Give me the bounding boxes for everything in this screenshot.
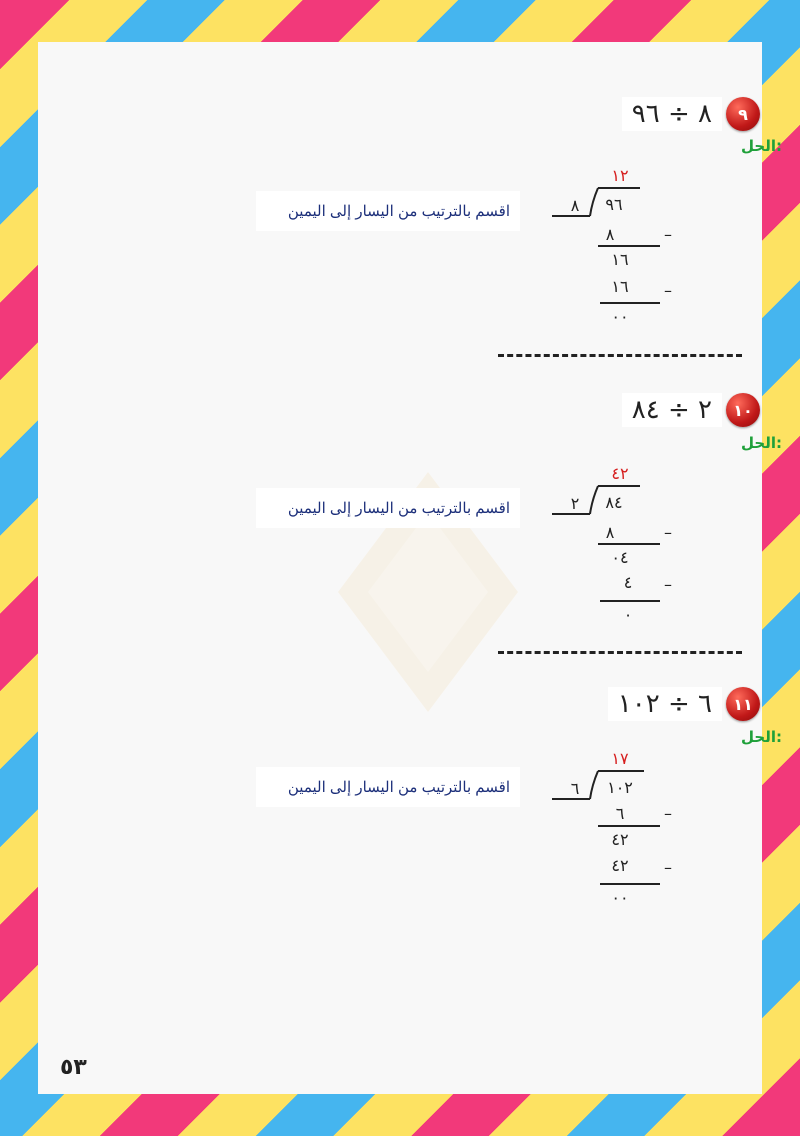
dividend: ١٠٢ xyxy=(607,778,633,797)
step-remainder: ٠ xyxy=(623,605,633,622)
step-subtract: ٤٢ xyxy=(611,856,629,875)
long-division-11 xyxy=(540,747,700,907)
minus-sign: – xyxy=(664,281,672,300)
step-subtract: ٨ xyxy=(605,523,615,542)
hint-text: اقسم بالترتيب من اليسار إلى اليمين xyxy=(287,779,510,796)
problem-10-header xyxy=(622,390,760,430)
step-remainder: ٠٠ xyxy=(611,307,629,324)
step-remainder: ١٦ xyxy=(611,250,629,269)
problem-11-badge: ١١ xyxy=(726,687,760,721)
hint-box xyxy=(256,767,520,807)
step-remainder: ٤٢ xyxy=(611,830,629,849)
long-division-9 xyxy=(540,164,700,324)
step-subtract: ٨ xyxy=(605,225,615,244)
step-subtract: ١٦ xyxy=(611,277,629,296)
long-division-10 xyxy=(540,462,700,622)
minus-sign: – xyxy=(664,858,672,877)
problem-10-expression: ٢ ÷ ٨٤ xyxy=(622,393,722,427)
solution-label: الحل: xyxy=(741,137,782,155)
hint-text: اقسم بالترتيب من اليسار إلى اليمين xyxy=(287,203,510,220)
dividend: ٨٤ xyxy=(605,493,623,512)
step-remainder: ٠٤ xyxy=(611,548,629,567)
solution-label: الحل: xyxy=(741,728,782,746)
minus-sign: – xyxy=(664,575,672,594)
divisor: ٨ xyxy=(570,196,580,215)
problem-11-header xyxy=(608,684,760,724)
solution-label: الحل: xyxy=(741,434,782,452)
step-remainder: ٠٠ xyxy=(611,888,629,907)
step-subtract: ٦ xyxy=(615,804,625,823)
divisor: ٢ xyxy=(570,494,580,513)
minus-sign: – xyxy=(664,804,672,823)
dividend: ٩٦ xyxy=(605,195,623,214)
step-subtract: ٤ xyxy=(623,573,633,592)
problem-10-badge: ١٠ xyxy=(726,393,760,427)
problem-9-badge: ٩ xyxy=(726,97,760,131)
quotient: ١٧ xyxy=(611,749,629,768)
quotient: ٤٢ xyxy=(611,464,629,483)
hint-box xyxy=(256,488,520,528)
hint-text: اقسم بالترتيب من اليسار إلى اليمين xyxy=(287,500,510,517)
minus-sign: – xyxy=(664,523,672,542)
page-number: ٥٣ xyxy=(60,1055,87,1080)
dashed-separator xyxy=(498,354,742,357)
problem-9-header xyxy=(622,94,760,134)
quotient: ١٢ xyxy=(611,166,629,185)
dashed-separator xyxy=(498,651,742,654)
minus-sign: – xyxy=(664,225,672,244)
divisor: ٦ xyxy=(570,779,580,798)
hint-box xyxy=(256,191,520,231)
problem-9-expression: ٨ ÷ ٩٦ xyxy=(622,97,722,131)
problem-11-expression: ٦ ÷ ١٠٢ xyxy=(608,687,722,721)
